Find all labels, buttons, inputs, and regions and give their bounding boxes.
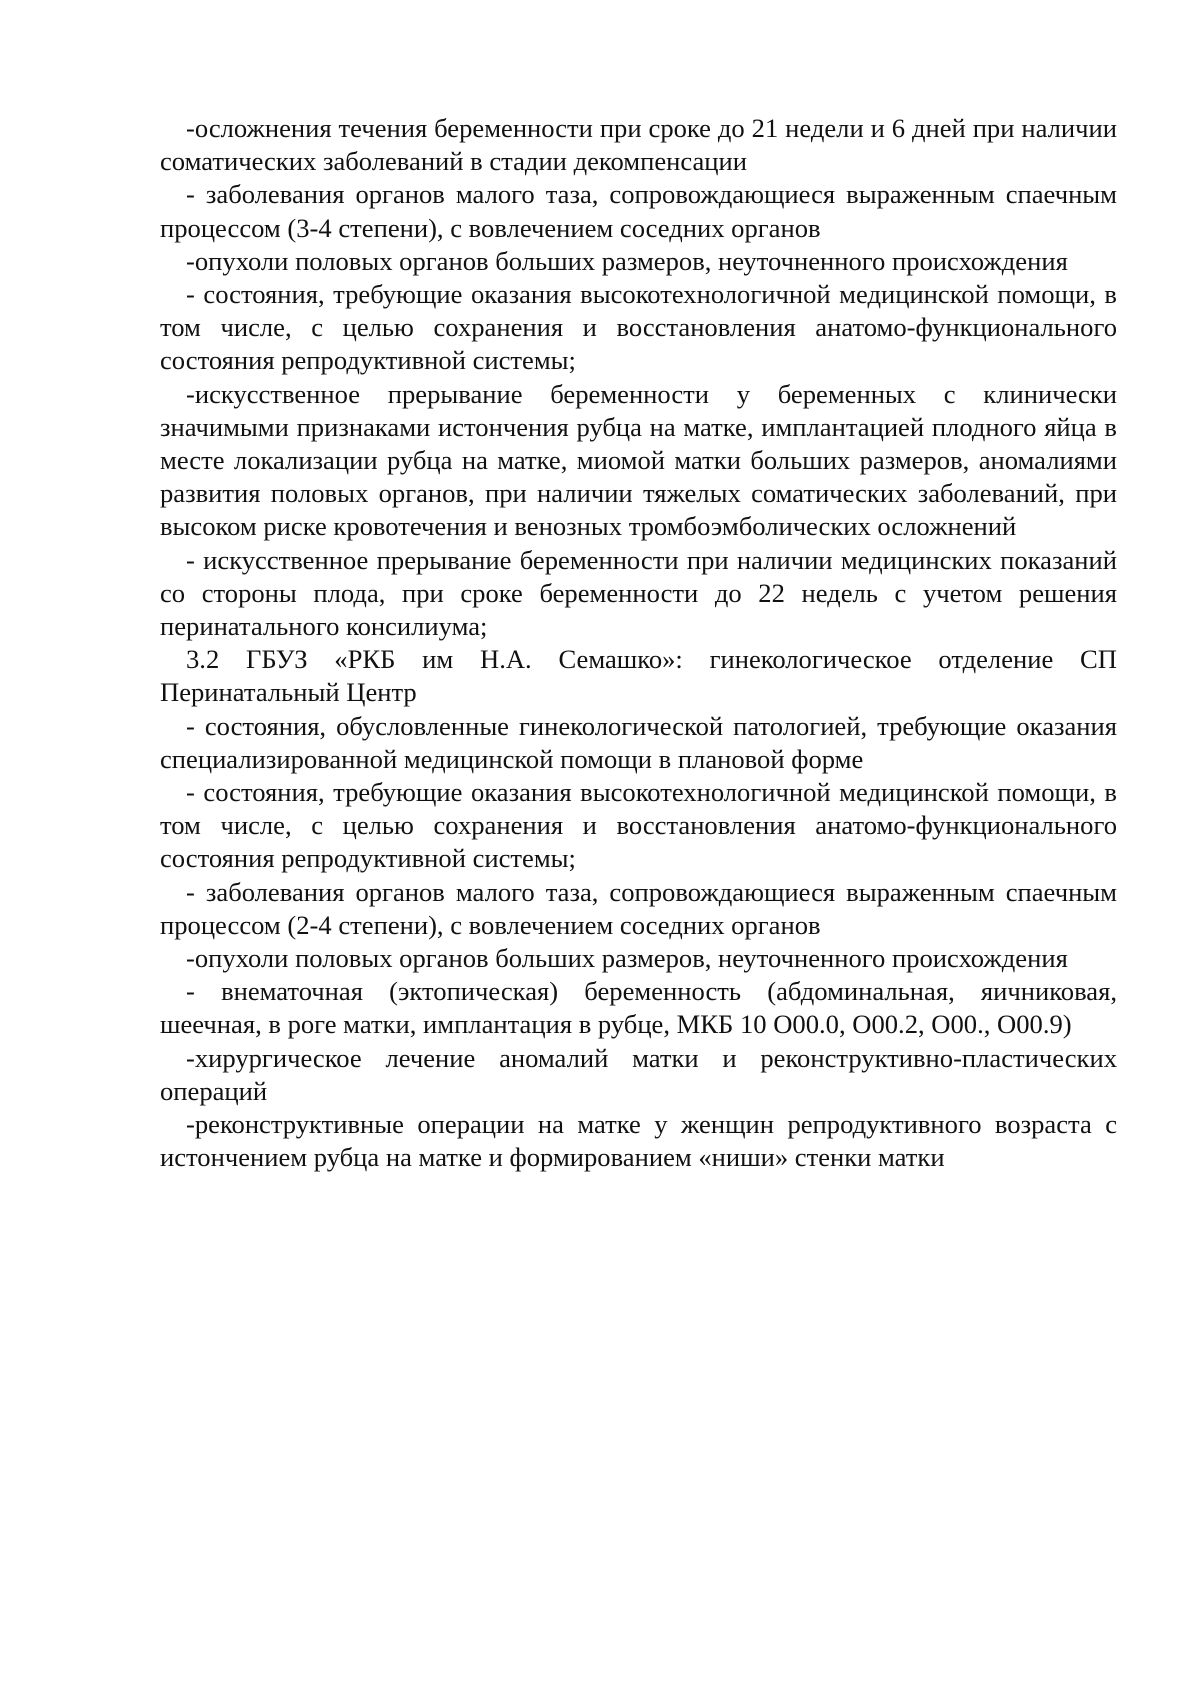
paragraph: - заболевания органов малого таза, сопровождающиеся выраженным спаечным процессом (3-4 степени), с вовлечением соседних органов — [160, 179, 1117, 243]
paragraph: -осложнения течения беременности при сроке до 21 недели и 6 дней при наличии соматических заболеваний в стадии декомпенсации — [160, 113, 1117, 177]
paragraph: - искусственное прерывание беременности при наличии медицинских показаний со стороны плода, при сроке беременности до 22 недель с учетом решения перинатального консилиума; — [160, 544, 1117, 642]
paragraph: - состояния, требующие оказания высокотехнологичной медицинской помощи, в том числе, с целью сохранения и восстановления анатомо-функционального состояния репродуктивной системы; — [160, 777, 1117, 874]
document-body — [160, 112, 1117, 1175]
paragraph: - состояния, требующие оказания высокотехнологичной медицинской помощи, в том числе, с целью сохранения и восстановления анатомо-функционального состояния репродуктивной системы; — [160, 279, 1117, 376]
paragraph: -хирургическое лечение аномалий матки и реконструктивно-пластических операций — [160, 1042, 1117, 1106]
paragraph: -искусственное прерывание беременности у беременных с клинически значимыми признаками истончения рубца на матке, имплантацией плодного яйца в месте локализации рубца на матке, миомой матки больших размеров, аномалиями развития половых органов, при наличии тяжелых соматических заболеваний, при высоком риске кровотечения и венозных тромбоэмболических осложнений — [160, 378, 1117, 542]
paragraph: -опухоли половых органов больших размеров, неуточненного происхождения — [186, 245, 1068, 276]
paragraph: -опухоли половых органов больших размеров, неуточненного происхождения — [186, 943, 1068, 974]
paragraph: - состояния, обусловленные гинекологической патологией, требующие оказания специализированной медицинской помощи в плановой форме — [160, 710, 1117, 774]
paragraph: - заболевания органов малого таза, сопровождающиеся выраженным спаечным процессом (2-4 степени), с вовлечением соседних органов — [160, 876, 1117, 940]
paragraph: - внематочная (эктопическая) беременность (абдоминальная, яичниковая, шеечная, в роге матки, имплантация в рубце, МКБ 10 О00.0, О00.2, О00., О00.9) — [160, 976, 1117, 1040]
section-heading: 3.2 ГБУЗ «РКБ им Н.А. Семашко»: гинекологическое отделение СП Перинатальный Центр — [160, 644, 1117, 708]
paragraph: -реконструктивные операции на матке у женщин репродуктивного возраста с истончением рубца на матке и формированием «ниши» стенки матки — [160, 1109, 1117, 1173]
